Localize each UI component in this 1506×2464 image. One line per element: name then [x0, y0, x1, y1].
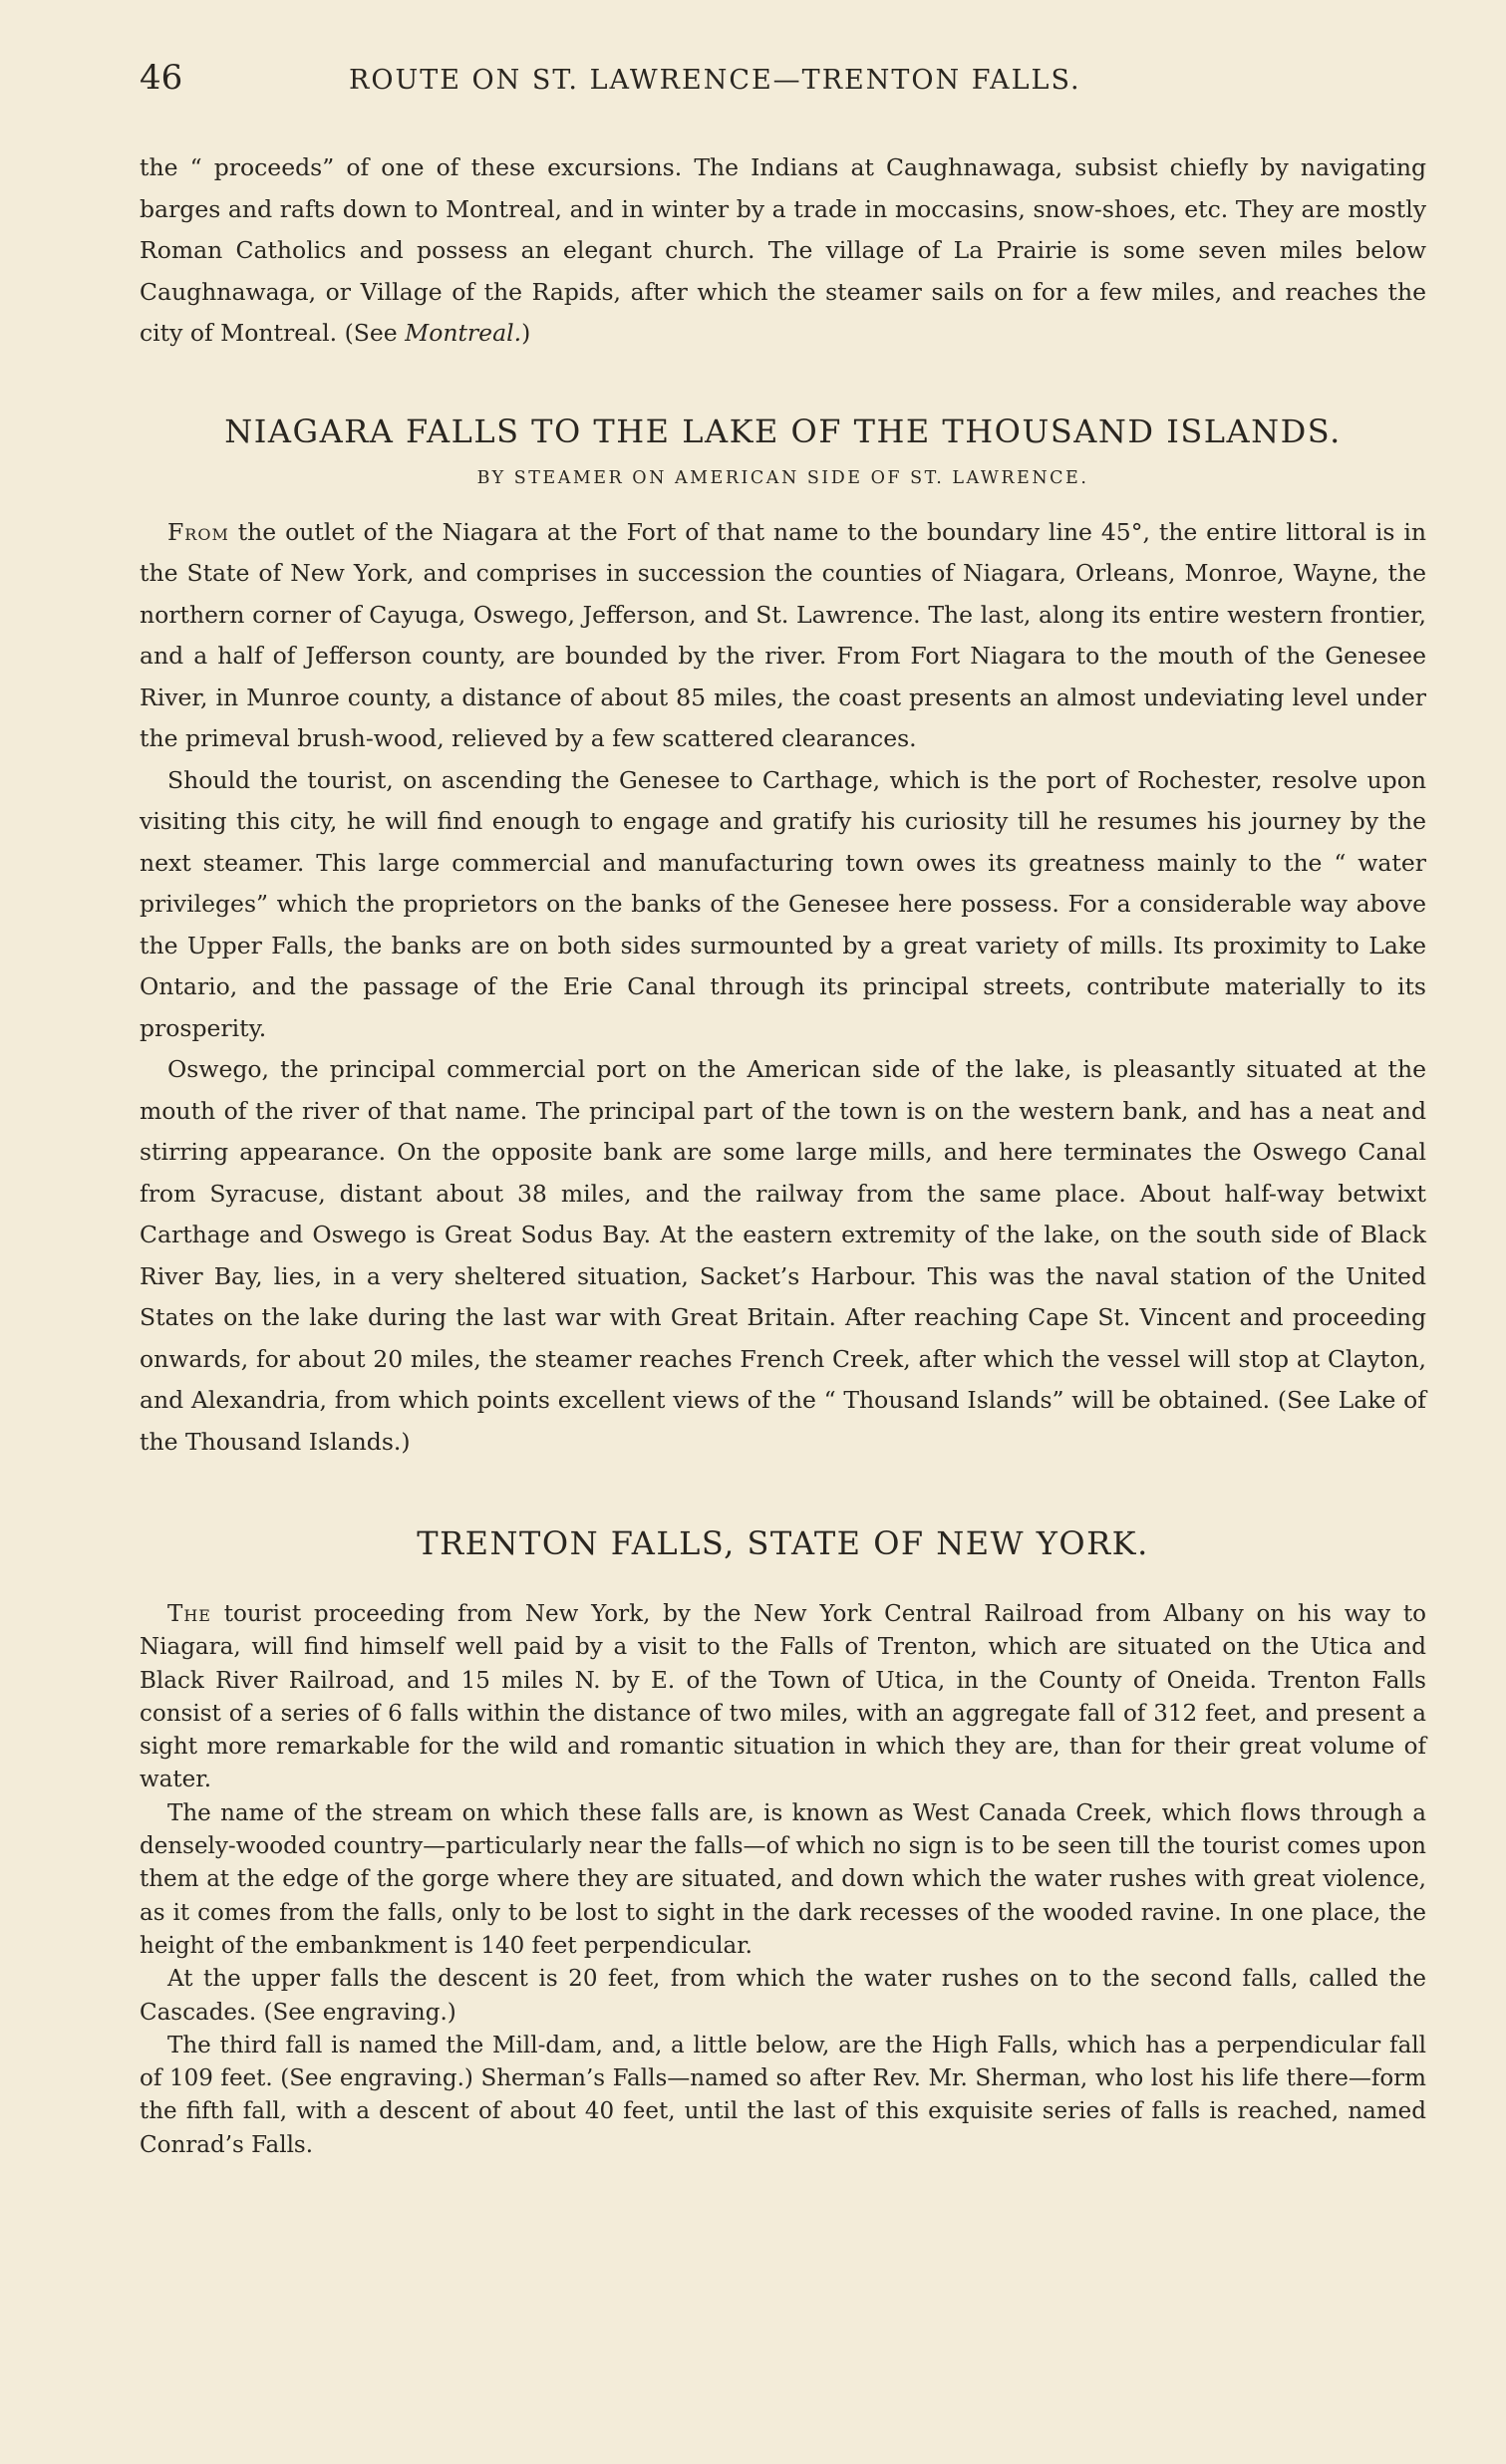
page-number: 46: [140, 58, 183, 98]
trenton-paragraph-4: The third fall is named the Mill-dam, and, a little below, are the High Falls, which has a perpendicular fall of 109 feet. (See engraving.) Sherman’s Falls—named so after Rev. Mr. Sherman, who lost his life there—form the fifth fall, with a descent of about 40 feet, until the last of this exquisite series of falls is reached, named Conrad’s Falls.: [140, 2032, 1426, 2158]
niagara-lead-word: From: [167, 517, 229, 546]
trenton-paragraph-1: [140, 1598, 1426, 1797]
niagara-paragraph-3: Oswego, the principal commercial port on the American side of the lake, is pleasantly situated at the mouth of the river of that name. The principal part of the town is on the western bank, and has a neat and stirring appearance. On the opposite bank are some large mills, and here terminates the Oswego Canal from Syracuse, distant about 38 miles, and the railway from the same place. About half-way betwixt Carthage and Oswego is Great Sodus Bay. At the eastern extremity of the lake, on the south side of Black River Bay, lies, in a very sheltered situation, Sacket’s Harbour. This was the naval station of the United States on the lake during the last war with Great Britain. After reaching Cape St. Vincent and proceeding onwards, for about 20 miles, the steamer reaches French Creek, after which the vessel will stop at Clayton, and Alexandria, from which points excellent views of the “ Thousand Islands” will be obtained. (See Lake of the Thousand Islands.): [140, 1055, 1426, 1456]
intro-italic-ref: Montreal.: [405, 319, 522, 347]
running-head: [140, 58, 1426, 108]
trenton-text-1: tourist proceeding from New York, by the New York Central Railroad from Albany on his way to Niagara, will find himself well paid by a visit to the Falls of Trenton, which are situated on the Utica and Black River Railroad, and 15 miles N. by E. of the Town of Utica, in the County of Oneida. Trenton Falls consist of a series of 6 falls within the distance of two miles, with an aggregate fall of 312 feet, and present a sight more remarkable for the wild and romantic situation in which they are, than for their great volume of water.: [140, 1601, 1426, 1793]
intro-text-end: ): [521, 319, 531, 347]
intro-paragraph: [140, 147, 1426, 355]
running-title: ROUTE ON ST. LAWRENCE—TRENTON FALLS.: [349, 65, 1081, 96]
niagara-paragraph-1: [140, 512, 1426, 760]
trenton-section: [140, 1598, 1426, 2162]
niagara-text-1: the outlet of the Niagara at the Fort of that name to the boundary line 45°, the entire littoral is in the State of New York, and comprises in succession the counties of Niagara, Orleans, Monroe, Wayne, the northern corner of Cayuga, Oswego, Jefferson, and St. Lawrence. The last, along its entire western frontier, and a half of Jefferson county, are bounded by the river. From Fort Niagara to the mouth of the Genesee River, in Munroe county, a distance of about 85 miles, the coast presents an almost undeviating level under the primeval brush-wood, relieved by a few scattered clearances.: [140, 517, 1426, 752]
niagara-paragraph-2: Should the tourist, on ascending the Genesee to Carthage, which is the port of Rochester, resolve upon visiting this city, he will find enough to engage and gratify his curiosity till he resumes his journey by the next steamer. This large commercial and manufacturing town owes its greatness mainly to the “ water privileges” which the proprietors on the banks of the Genesee here possess. For a considerable way above the Upper Falls, the banks are on both sides surmounted by a great variety of mills. Its proximity to Lake Ontario, and the passage of the Erie Canal through its principal streets, contribute materially to its prosperity.: [140, 765, 1426, 1042]
trenton-lead-word: The: [167, 1601, 211, 1627]
section-title-trenton: TRENTON FALLS, STATE OF NEW YORK.: [417, 1524, 1149, 1562]
section-title-niagara: NIAGARA FALLS TO THE LAKE OF THE THOUSAND ISLANDS.: [224, 411, 1342, 450]
intro-text: the “ proceeds” of one of these excursions. The Indians at Caughnawaga, subsist chiefly by navigating barges and rafts down to Montreal, and in winter by a trade in moccasins, snow-shoes, etc. They are mostly Roman Catholics and possess an elegant church. The village of La Prairie is some seven miles below Caughnawaga, or Village of the Rapids, after which the steamer sails on for a few miles, and reaches the city of Montreal. (See: [140, 153, 1426, 347]
trenton-paragraph-3: At the upper falls the descent is 20 feet, from which the water rushes on to the second falls, called the Cascades. (See engraving.): [140, 1966, 1426, 2026]
trenton-paragraph-2: The name of the stream on which these falls are, is known as West Canada Creek, which flows through a densely-wooded country—particularly near the falls—of which no sign is to be seen till the tourist comes upon them at the edge of the gorge where they are situated, and down which the water rushes with great violence, as it comes from the falls, only to be lost to sight in the dark recesses of the wooded ravine. In one place, the height of the embankment is 140 feet perpendicular.: [140, 1799, 1426, 1959]
section-subtitle-niagara: BY STEAMER ON AMERICAN SIDE OF ST. LAWRENCE.: [476, 467, 1089, 488]
